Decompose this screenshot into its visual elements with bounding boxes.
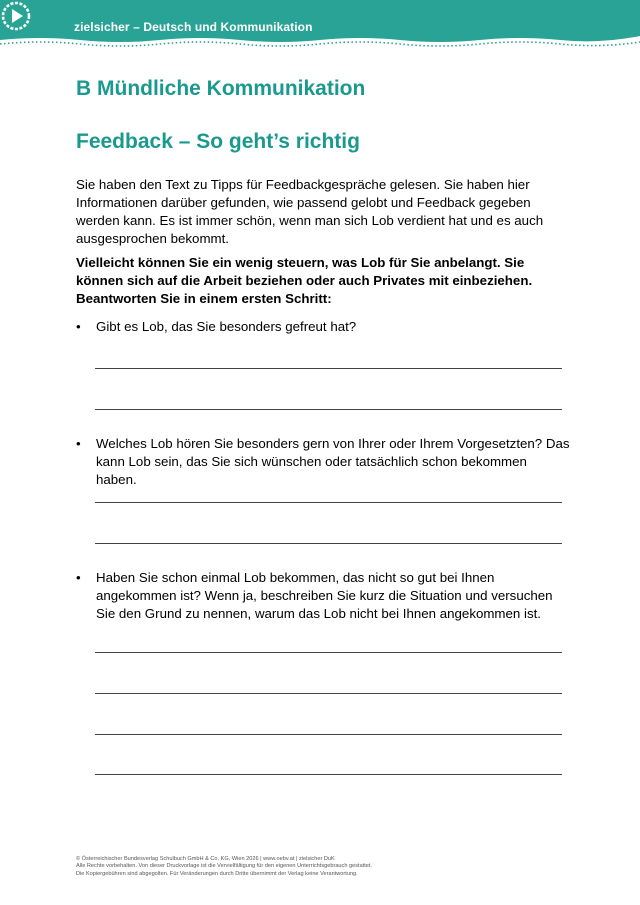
section-title: B Mündliche Kommunikation	[76, 77, 366, 100]
answer-line[interactable]	[95, 693, 562, 694]
play-circle-icon	[0, 0, 32, 32]
question-text: Gibt es Lob, das Sie besonders gefreut hat?	[96, 319, 357, 334]
answer-line[interactable]	[95, 543, 562, 544]
answer-line[interactable]	[95, 409, 562, 410]
instruction-line: Vielleicht können Sie ein wenig steuern, was Lob für Sie anbelangt. Sie können sich auf die Arbeit beziehen oder auch Privates mit einbeziehen.	[76, 255, 533, 288]
page-title: Feedback – So geht’s richtig	[76, 130, 360, 153]
answer-line[interactable]	[95, 502, 562, 503]
footer-line: Alle Rechte vorbehalten. Von dieser Druckvorlage ist die Vervielfältigung für den eigenen Unterrichtsgebrauch gestattet.	[76, 863, 373, 870]
copyright-footer	[76, 856, 616, 878]
answer-line[interactable]	[95, 368, 562, 369]
instruction-paragraph	[76, 254, 566, 308]
bullet: •	[76, 319, 81, 334]
answer-line[interactable]	[95, 774, 562, 775]
instruction-line: Beantworten Sie in einem ersten Schritt:	[76, 291, 332, 306]
question-text: Haben Sie schon einmal Lob bekommen, das nicht so gut bei Ihnen angekommen ist? Wenn ja, beschreiben Sie kurz die Situation und versuchen Sie den Grund zu nennen, warum das Lob nicht bei Ihnen angekommen ist.	[96, 570, 553, 621]
footer-line: © Österreichischer Bundesverlag Schulbuch GmbH & Co. KG, Wien 2026 | www.oebv.at | zielsicher DuK	[76, 856, 335, 862]
bullet: •	[76, 436, 81, 451]
answer-line[interactable]	[95, 652, 562, 653]
intro-paragraph: Sie haben den Text zu Tipps für Feedbackgespräche gelesen. Sie haben hier Informationen darüber gefunden, wie passend gelobt und Feedback gegeben werden kann. Es ist immer schön, wenn man sich Lob verdient hat und es auch ausgesprochen bekommt.	[76, 177, 544, 246]
question-text: Welches Lob hören Sie besonders gern von Ihrer oder Ihrem Vorgesetzten? Das kann Lob sein, das Sie sich wünschen oder tatsächlich schon bekommen haben.	[96, 436, 570, 487]
brand-title: zielsicher – Deutsch und Kommunikation	[74, 20, 313, 34]
footer-line: Die Kopiergebühren sind abgegolten. Für Veränderungen durch Dritte übernimmt der Verlag keine Verantwortung.	[76, 870, 358, 877]
bullet: •	[76, 570, 81, 585]
answer-line[interactable]	[95, 734, 562, 735]
header-banner	[0, 0, 640, 58]
